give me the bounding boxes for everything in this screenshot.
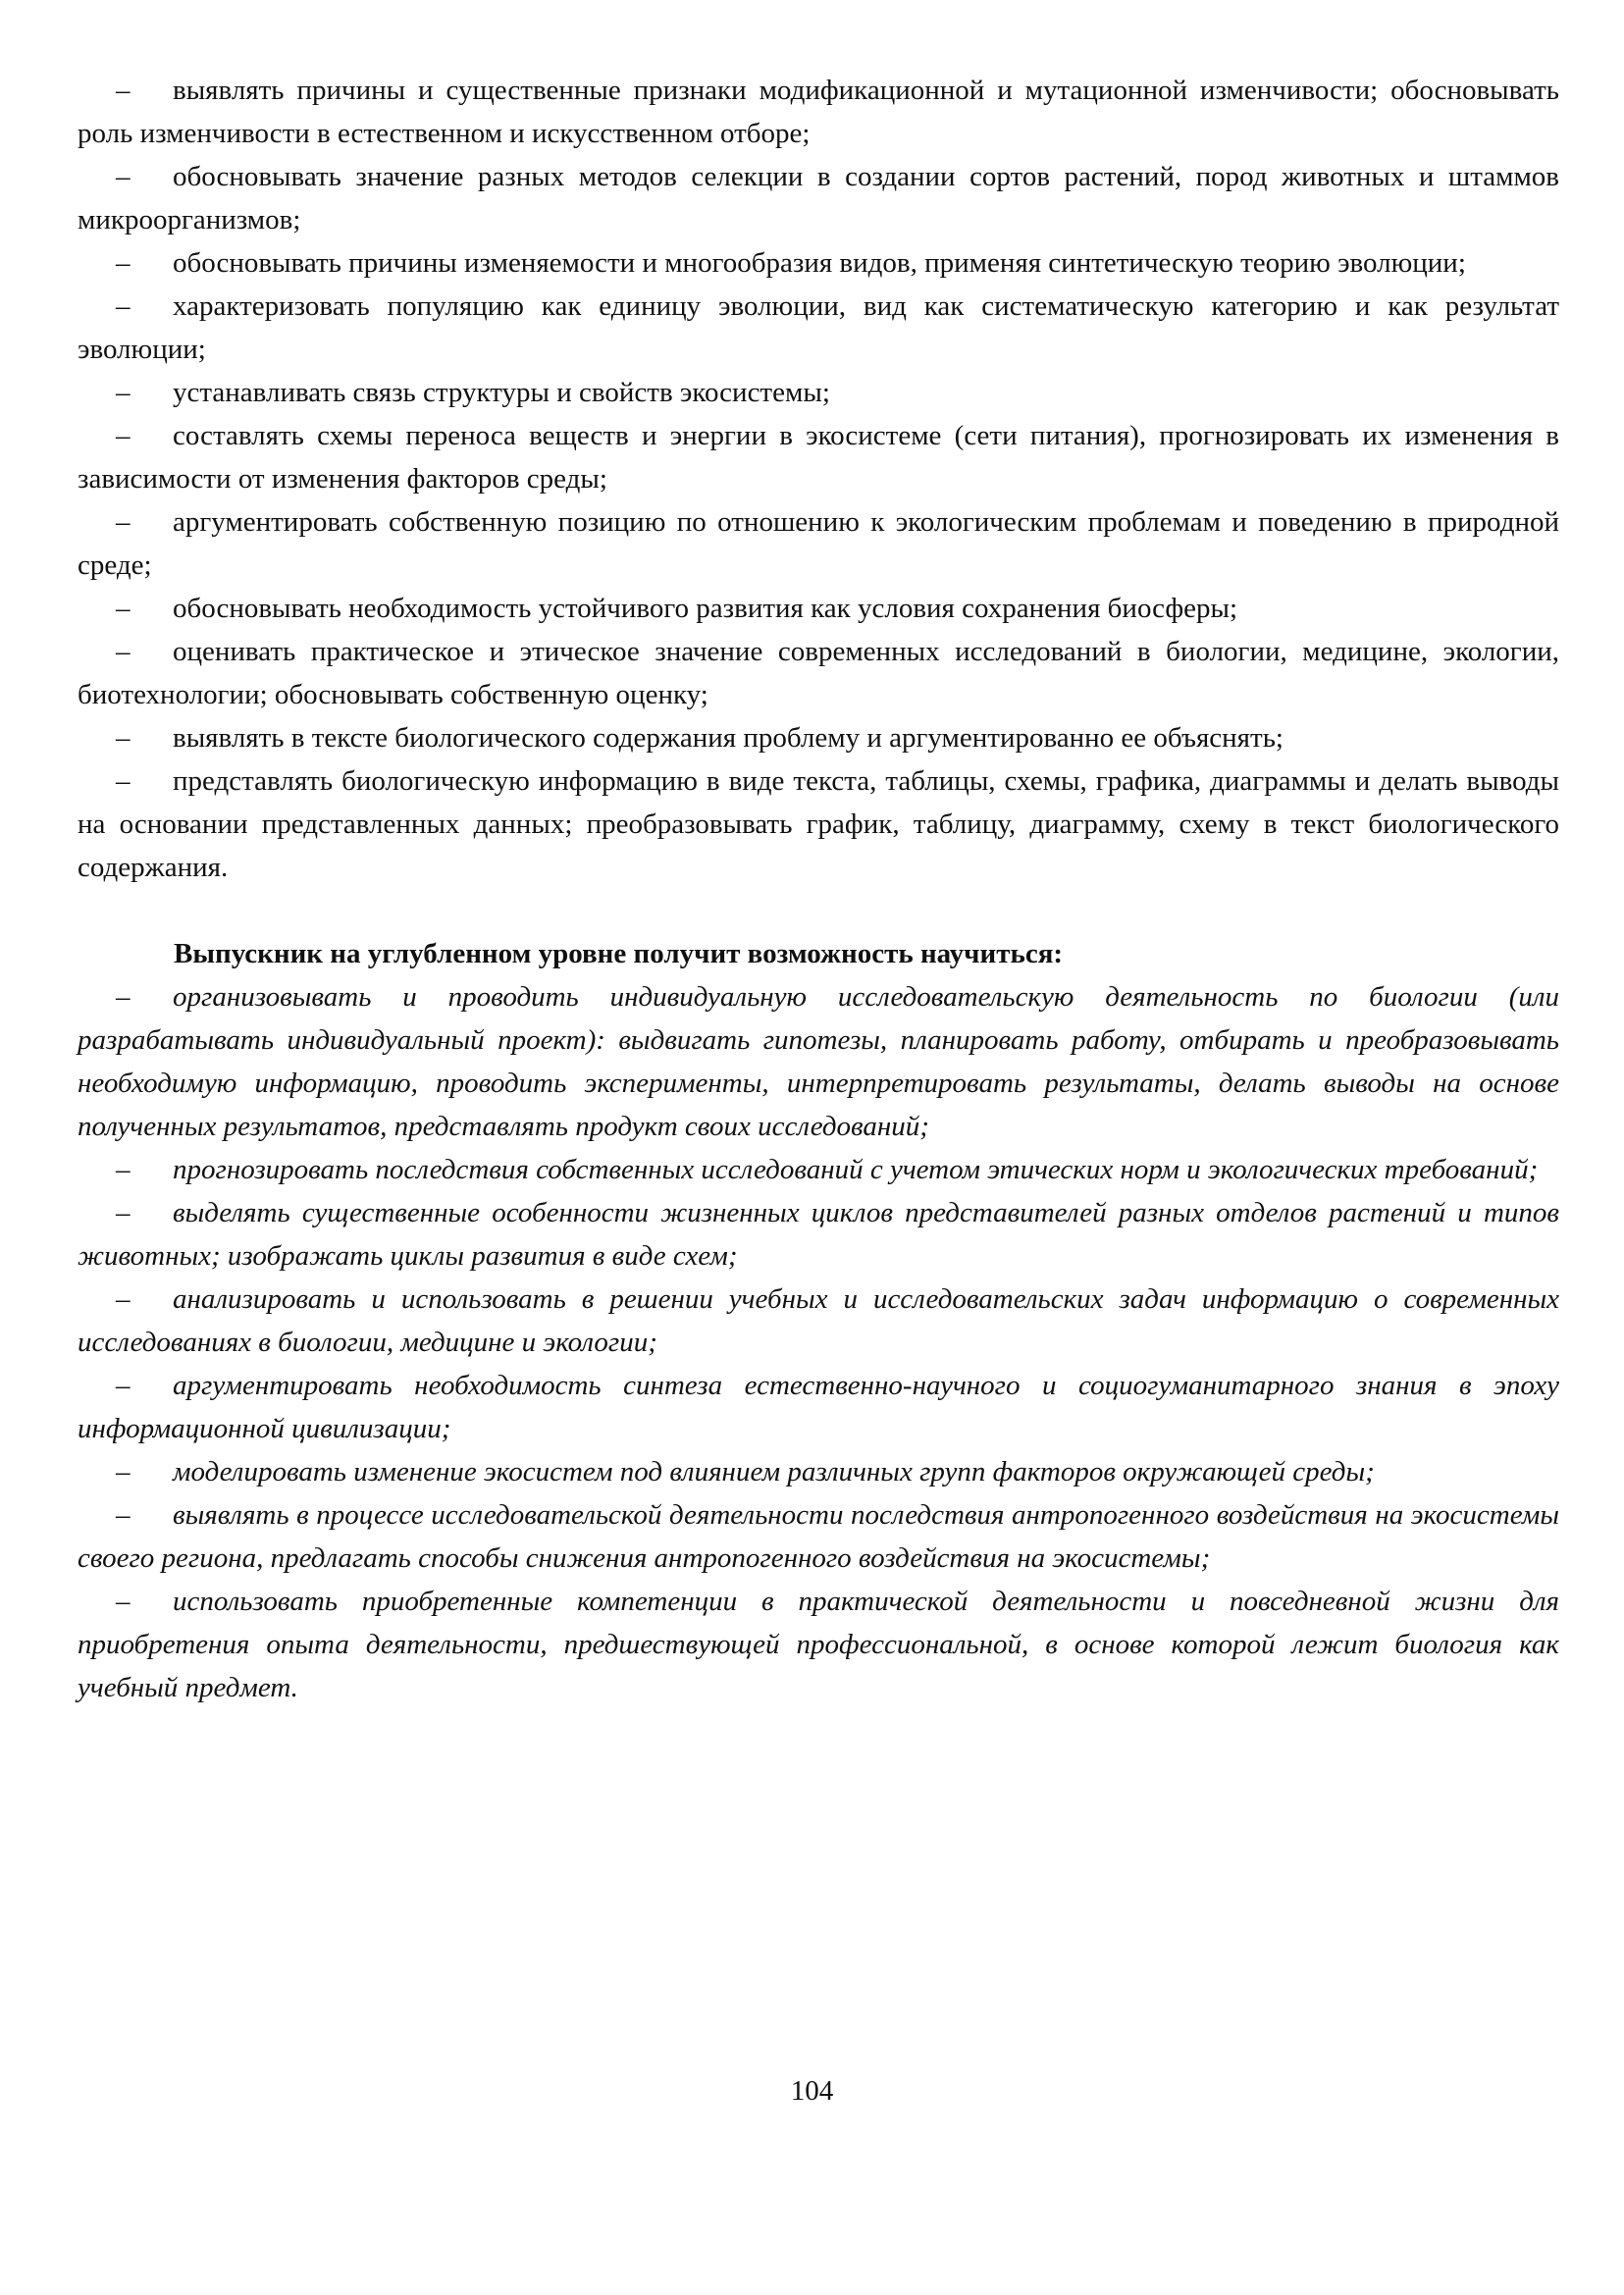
- list-item-text: обосновывать значение разных методов селекции в создании сортов растений, пород животных и штаммов микроорганизмов;: [78, 161, 1559, 235]
- list-item-text: выявлять в тексте биологического содержания проблему и аргументированно ее объяснять;: [173, 722, 1283, 754]
- advanced-objectives-list: [78, 975, 1559, 1709]
- list-item: [78, 975, 1559, 1148]
- section-spacer: [78, 889, 1559, 932]
- list-item: [78, 630, 1559, 716]
- list-dash: –: [116, 1154, 131, 1185]
- list-dash: –: [116, 593, 131, 624]
- list-dash: –: [116, 1499, 131, 1531]
- list-item: [78, 285, 1559, 371]
- list-dash: –: [116, 1370, 131, 1401]
- list-item: [78, 241, 1559, 285]
- list-dash: –: [116, 75, 131, 106]
- list-item-text: аргументировать необходимость синтеза естественно-научного и социогуманитарного знания в эпоху информационной цивилизации;: [78, 1370, 1559, 1444]
- list-item: [78, 1580, 1559, 1709]
- list-item-text: организовывать и проводить индивидуальную исследовательскую деятельность по биологии (или разрабатывать индивидуальный проект): выдвигать гипотезы, планировать работу, отбирать и преобразовывать необходимую информацию, проводить эксперименты, интерпретировать результаты, делать выводы на основе полученных результатов, представлять продукт своих исследований;: [78, 981, 1559, 1142]
- list-item: [78, 1278, 1559, 1364]
- list-item: [78, 1364, 1559, 1450]
- list-item-text: составлять схемы переноса веществ и энергии в экосистеме (сети питания), прогнозировать их изменения в зависимости от изменения факторов среды;: [78, 420, 1559, 495]
- list-item-text: выделять существенные особенности жизненных циклов представителей разных отделов растений и типов животных; изображать циклы развития в виде схем;: [78, 1197, 1559, 1272]
- list-item-text: характеризовать популяцию как единицу эволюции, вид как систематическую категорию и как результат эволюции;: [78, 290, 1559, 365]
- list-item: [78, 716, 1559, 759]
- list-dash: –: [116, 1586, 131, 1617]
- list-item-text: представлять биологическую информацию в виде текста, таблицы, схемы, графика, диаграммы и делать выводы на основании представленных данных; преобразовывать график, таблицу, диаграмму, схему в текст биологического содержания.: [78, 765, 1559, 883]
- regular-objectives-list: [78, 69, 1559, 889]
- list-item-text: моделировать изменение экосистем под влиянием различных групп факторов окружающей среды;: [173, 1456, 1375, 1487]
- list-dash: –: [116, 1197, 131, 1228]
- list-dash: –: [116, 161, 131, 192]
- document-page: [78, 69, 1559, 1709]
- list-item: [78, 500, 1559, 587]
- list-item-text: выявлять в процессе исследовательской деятельности последствия антропогенного воздействия на экосистемы своего региона, предлагать способы снижения антропогенного воздействия на экосистемы;: [78, 1499, 1559, 1574]
- list-item-text: использовать приобретенные компетенции в практической деятельности и повседневной жизни для приобретения опыта деятельности, предшествующей профессиональной, в основе которой лежит биология как учебный предмет.: [78, 1586, 1559, 1703]
- list-item-text: обосновывать причины изменяемости и многообразия видов, применяя синтетическую теорию эволюции;: [173, 247, 1466, 279]
- list-item-text: обосновывать необходимость устойчивого развития как условия сохранения биосферы;: [173, 593, 1238, 624]
- list-item: [78, 371, 1559, 414]
- list-item-text: анализировать и использовать в решении учебных и исследовательских задач информацию о современных исследованиях в биологии, медицине и экологии;: [78, 1283, 1559, 1358]
- list-dash: –: [116, 1283, 131, 1315]
- list-dash: –: [116, 1456, 131, 1487]
- section-heading: Выпускник на углубленном уровне получит возможность научиться:: [174, 938, 1064, 969]
- list-item: [78, 155, 1559, 241]
- list-item: [78, 759, 1559, 889]
- list-dash: –: [116, 290, 131, 322]
- list-item: [78, 1191, 1559, 1278]
- list-item: [78, 1450, 1559, 1493]
- list-item: [78, 1493, 1559, 1580]
- list-item-text: аргументировать собственную позицию по отношению к экологическим проблемам и поведению в природной среде;: [78, 506, 1559, 581]
- list-dash: –: [116, 377, 131, 408]
- list-dash: –: [116, 981, 131, 1013]
- page-number: 104: [790, 2075, 834, 2107]
- list-dash: –: [116, 636, 131, 667]
- list-item-text: прогнозировать последствия собственных исследований с учетом этических норм и экологических требований;: [173, 1154, 1539, 1185]
- list-dash: –: [116, 506, 131, 538]
- list-item-text: выявлять причины и существенные признаки модификационной и мутационной изменчивости; обосновывать роль изменчивости в естественном и искусственном отборе;: [78, 75, 1559, 149]
- list-item: [78, 69, 1559, 155]
- list-dash: –: [116, 722, 131, 754]
- list-item: [78, 1148, 1559, 1191]
- list-dash: –: [116, 247, 131, 279]
- list-item-text: оценивать практическое и этическое значение современных исследований в биологии, медицине, экологии, биотехнологии; обосновывать собственную оценку;: [78, 636, 1559, 710]
- list-item: [78, 414, 1559, 500]
- list-item: [78, 587, 1559, 630]
- list-dash: –: [116, 765, 131, 797]
- list-item-text: устанавливать связь структуры и свойств экосистемы;: [173, 377, 830, 408]
- list-dash: –: [116, 420, 131, 451]
